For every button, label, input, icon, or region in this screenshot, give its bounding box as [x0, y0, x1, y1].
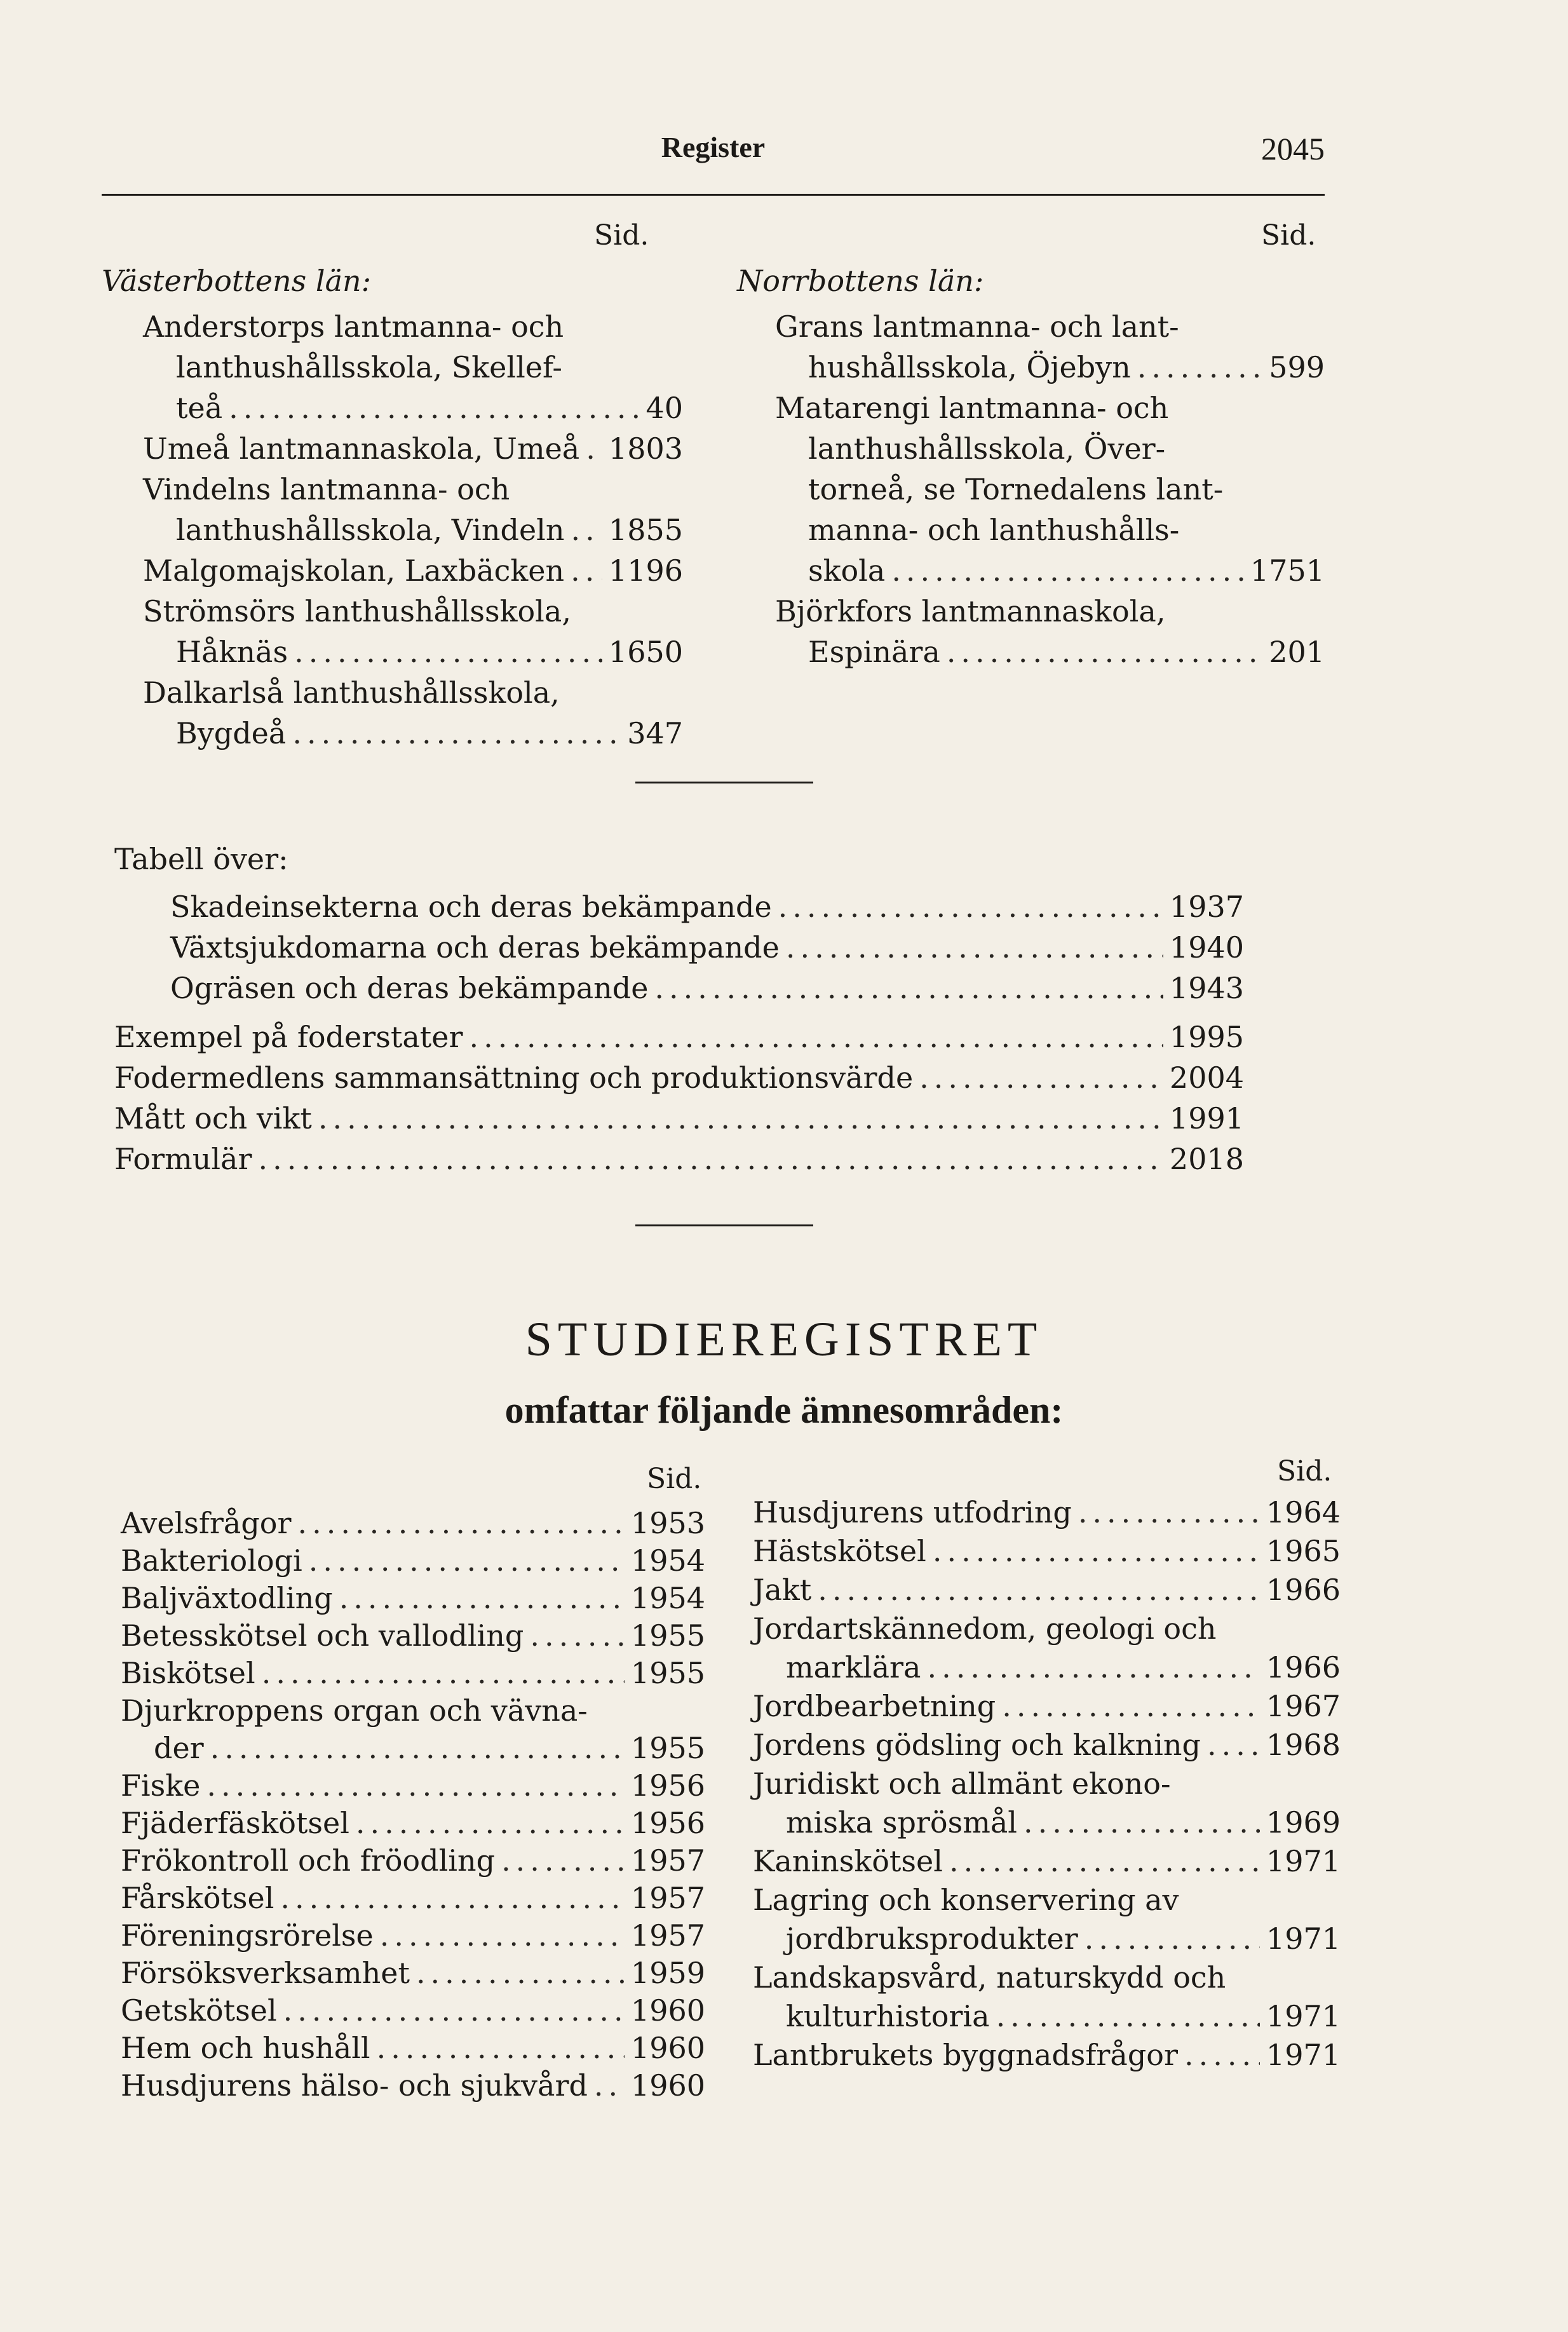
entry-row — [753, 1803, 1341, 1842]
entry-line: Juridiskt och allmänt ekono- — [753, 1766, 1171, 1801]
index-entry — [121, 2067, 705, 2105]
index-entry — [753, 1687, 1341, 1726]
index-entry — [121, 1505, 705, 1542]
entry-page-number: 347 — [627, 716, 683, 750]
entry-page-number: 1960 — [630, 1993, 705, 2028]
index-entry — [121, 1842, 705, 1880]
studieregistret-title: STUDIEREGISTRET — [525, 1313, 1043, 1366]
leader-dots — [949, 1842, 1260, 1881]
running-title: Register — [661, 131, 766, 163]
tabell-page-number: 1991 — [1169, 1101, 1244, 1135]
vasterbotten-list — [143, 306, 683, 754]
entry-text: Umeå lantmannaskola, Umeå — [143, 431, 580, 466]
leader-dots — [594, 2067, 625, 2105]
tabell-text: Mått och vikt — [114, 1101, 312, 1135]
index-entry — [143, 428, 683, 469]
entry-text: Föreningsrörelse — [121, 1918, 374, 1953]
entry-page-number: 1855 — [608, 513, 683, 547]
leader-dots — [1085, 1920, 1260, 1958]
tabell-row — [114, 1057, 1244, 1098]
entry-row — [121, 1730, 705, 1767]
leader-dots — [416, 1955, 625, 1992]
entry-text: Hem och hushåll — [121, 2031, 370, 2065]
entry-page-number: 1960 — [630, 2068, 705, 2103]
entry-row — [121, 1542, 705, 1580]
entry-line: lanthushållsskola, Skellef- — [176, 350, 562, 384]
leader-dots — [786, 927, 1163, 968]
index-entry — [121, 1805, 705, 1842]
entry-row — [753, 1997, 1341, 2036]
norrbotten-list — [775, 306, 1325, 672]
entry-text: Lantbrukets byggnadsfrågor — [753, 2038, 1178, 2072]
entry-text: hushållsskola, Öjebyn — [808, 350, 1131, 384]
tabell-text: Exempel på foderstater — [114, 1020, 463, 1054]
leader-dots — [996, 1997, 1260, 2036]
entry-page-number: 1969 — [1266, 1805, 1341, 1840]
leader-dots — [377, 2030, 625, 2067]
entry-page-number: 599 — [1269, 350, 1325, 384]
entry-line: Dalkarlså lanthushållsskola, — [143, 675, 560, 710]
entry-row — [143, 632, 683, 672]
entry-text: Håknäs — [176, 635, 288, 669]
entry-text: Espinära — [808, 635, 940, 669]
entry-row — [143, 550, 683, 591]
leader-dots — [292, 713, 621, 754]
index-entry — [753, 1842, 1341, 1881]
entry-page-number: 1965 — [1266, 1534, 1341, 1568]
leader-dots — [469, 1017, 1163, 1057]
leader-dots — [1184, 2036, 1260, 2075]
entry-line: Björkfors lantmannaskola, — [775, 594, 1166, 628]
entry-text: Fjäderfäskötsel — [121, 1806, 349, 1840]
leader-dots — [1078, 1493, 1260, 1532]
tabell-main-list — [114, 1017, 1244, 1179]
leader-dots — [530, 1617, 625, 1655]
entry-text: Hästskötsel — [753, 1534, 926, 1568]
entry-text: lanthushållsskola, Vindeln — [176, 513, 565, 547]
entry-row — [775, 347, 1325, 388]
entry-page-number: 1957 — [630, 1918, 705, 1953]
section-divider-1 — [635, 782, 813, 783]
entry-text: Jordbearbetning — [753, 1689, 996, 1723]
entry-row — [121, 1992, 705, 2030]
entry-row — [121, 1917, 705, 1955]
entry-page-number: 1971 — [1266, 1999, 1341, 2033]
entry-line: Vindelns lantmanna- och — [143, 472, 510, 506]
entry-page-number: 1650 — [608, 635, 683, 669]
entry-page-number: 1953 — [630, 1506, 705, 1540]
leader-dots — [1002, 1687, 1260, 1726]
entry-text: Fiske — [121, 1768, 201, 1803]
leader-dots — [318, 1098, 1163, 1139]
index-entry — [121, 1955, 705, 1992]
sid-label-studie-right: Sid. — [1277, 1455, 1332, 1488]
tabell-heading: Tabell över: — [114, 842, 288, 876]
tabell-page-number: 2004 — [1169, 1061, 1244, 1095]
entry-text: Getskötsel — [121, 1993, 277, 2028]
index-entry — [143, 306, 683, 428]
entry-text: Bygdeå — [176, 716, 287, 750]
index-entry — [121, 1880, 705, 1917]
leader-dots — [297, 1505, 624, 1542]
index-entry — [143, 469, 683, 550]
entry-row — [775, 550, 1325, 591]
entry-line: Djurkroppens organ och vävna- — [121, 1693, 588, 1728]
entry-page-number: 1971 — [1266, 1922, 1341, 1956]
entry-row — [121, 1767, 705, 1805]
tabell-row — [114, 1017, 1244, 1057]
entry-text: Jakt — [753, 1573, 812, 1607]
index-entry — [121, 1580, 705, 1617]
index-entry — [121, 1992, 705, 2030]
index-entry — [753, 1881, 1341, 1958]
entry-row — [753, 1648, 1341, 1687]
sid-label-right: Sid. — [1261, 219, 1316, 252]
header-rule — [102, 194, 1325, 196]
entry-line: torneå, se Tornedalens lant- — [808, 472, 1224, 506]
region-vasterbotten: Västerbottens län: — [102, 264, 372, 298]
index-entry — [775, 306, 1325, 388]
tabell-page-number: 1995 — [1169, 1020, 1244, 1054]
entry-text: kulturhistoria — [786, 1999, 990, 2033]
entry-page-number: 1964 — [1266, 1495, 1341, 1529]
entry-row — [121, 1505, 705, 1542]
entry-text: Betesskötsel och vallodling — [121, 1618, 524, 1653]
entry-row — [775, 632, 1325, 672]
entry-text: miska sprösmål — [786, 1805, 1017, 1840]
tabell-row — [114, 1098, 1244, 1139]
entry-line: Lagring och konservering av — [753, 1883, 1179, 1917]
entry-page-number: 1955 — [630, 1656, 705, 1690]
leader-dots — [229, 388, 639, 428]
leader-dots — [778, 886, 1163, 927]
index-entry — [121, 1655, 705, 1692]
entry-row — [143, 428, 683, 469]
entry-page-number: 1955 — [630, 1731, 705, 1765]
tabell-text: Formulär — [114, 1142, 252, 1176]
entry-row — [753, 1532, 1341, 1571]
index-entry — [143, 550, 683, 591]
entry-row — [121, 1842, 705, 1880]
index-entry — [753, 1571, 1341, 1610]
entry-page-number: 201 — [1269, 635, 1325, 669]
index-entry — [753, 1958, 1341, 2036]
entry-page-number: 1957 — [630, 1843, 705, 1878]
entry-row — [121, 1580, 705, 1617]
leader-dots — [280, 1880, 625, 1917]
index-entry — [143, 591, 683, 672]
index-entry — [753, 1532, 1341, 1571]
region-norrbotten: Norrbottens län: — [737, 264, 984, 298]
tabell-row — [170, 968, 1244, 1008]
entry-text: Husdjurens utfodring — [753, 1495, 1072, 1529]
entry-row — [753, 2036, 1341, 2075]
section-divider-2 — [635, 1224, 813, 1226]
entry-line: Grans lantmanna- och lant- — [775, 309, 1179, 344]
leader-dots — [919, 1057, 1163, 1098]
leader-dots — [1207, 1726, 1260, 1765]
leader-dots — [1024, 1803, 1260, 1842]
entry-text: Fårskötsel — [121, 1881, 274, 1915]
entry-row — [121, 2030, 705, 2067]
studie-left-list — [121, 1505, 705, 2105]
leader-dots — [206, 1767, 625, 1805]
tabell-page-number: 1937 — [1169, 890, 1244, 924]
leader-dots — [294, 632, 602, 672]
entry-page-number: 1971 — [1266, 2038, 1341, 2072]
entry-row — [121, 1880, 705, 1917]
page-header — [102, 130, 1325, 175]
entry-row — [753, 1493, 1341, 1532]
index-entry — [753, 1493, 1341, 1532]
entry-text: teå — [176, 391, 223, 425]
leader-dots — [933, 1532, 1260, 1571]
entry-text: Malgomajskolan, Laxbäcken — [143, 553, 565, 588]
entry-line: Landskapsvård, naturskydd och — [753, 1960, 1226, 1995]
sid-label-left: Sid. — [594, 219, 649, 252]
leader-dots — [571, 510, 602, 550]
studieregistret-subtitle: omfattar följande ämnesområden: — [504, 1389, 1064, 1431]
leader-dots — [309, 1542, 625, 1580]
leader-dots — [654, 968, 1163, 1008]
leader-dots — [501, 1842, 625, 1880]
entry-row — [753, 1920, 1341, 1958]
tabell-row — [170, 886, 1244, 927]
index-entry — [121, 1617, 705, 1655]
entry-page-number: 1955 — [630, 1618, 705, 1653]
studie-right-list — [753, 1493, 1341, 2075]
index-entry — [775, 591, 1325, 672]
index-entry — [121, 1692, 705, 1767]
index-entry — [753, 1765, 1341, 1842]
leader-dots — [258, 1139, 1163, 1179]
entry-page-number: 1971 — [1266, 1844, 1341, 1878]
entry-text: Husdjurens hälso- och sjukvård — [121, 2068, 588, 2103]
index-entry — [121, 1917, 705, 1955]
leader-dots — [210, 1730, 625, 1767]
entry-page-number: 1751 — [1250, 553, 1325, 588]
entry-row — [121, 2067, 705, 2105]
entry-text: Biskötsel — [121, 1656, 255, 1690]
index-entry — [753, 1610, 1341, 1687]
entry-page-number: 1954 — [630, 1543, 705, 1578]
index-entry — [121, 1767, 705, 1805]
entry-text: Avelsfrågor — [121, 1506, 292, 1540]
entry-line: manna- och lanthushålls- — [808, 513, 1180, 547]
tabell-page-number: 1943 — [1169, 971, 1244, 1005]
tabell-sub-list — [170, 886, 1244, 1008]
index-entry — [121, 2030, 705, 2067]
entry-row — [753, 1571, 1341, 1610]
entry-text: jordbruksprodukter — [786, 1922, 1078, 1956]
entry-page-number: 1968 — [1266, 1728, 1341, 1762]
entry-row — [753, 1687, 1341, 1726]
entry-line: Matarengi lantmanna- och — [775, 391, 1169, 425]
entry-text: Kaninskötsel — [753, 1844, 943, 1878]
index-entry — [121, 1542, 705, 1580]
leader-dots — [818, 1571, 1260, 1610]
entry-page-number: 1803 — [608, 431, 683, 466]
entry-page-number: 1966 — [1266, 1573, 1341, 1607]
leader-dots — [356, 1805, 625, 1842]
entry-page-number: 1959 — [630, 1956, 705, 1990]
leader-dots — [1137, 347, 1262, 388]
entry-text: Baljväxtodling — [121, 1581, 333, 1615]
entry-text: Bakteriologi — [121, 1543, 302, 1578]
index-entry — [753, 1726, 1341, 1765]
leader-dots — [927, 1648, 1259, 1687]
entry-row — [121, 1617, 705, 1655]
entry-page-number: 1967 — [1266, 1689, 1341, 1723]
page-number: 2045 — [1261, 131, 1325, 166]
entry-page-number: 40 — [645, 391, 683, 425]
tabell-text: Växtsjukdomarna och deras bekämpande — [170, 930, 780, 965]
entry-row — [121, 1955, 705, 1992]
entry-row — [753, 1842, 1341, 1881]
leader-dots — [571, 550, 602, 591]
tabell-page-number: 1940 — [1169, 930, 1244, 965]
leader-dots — [947, 632, 1262, 672]
leader-dots — [891, 550, 1244, 591]
entry-line: Strömsörs lanthushållsskola, — [143, 594, 571, 628]
entry-text: Försöksverksamhet — [121, 1956, 410, 1990]
tabell-text: Ogräsen och deras bekämpande — [170, 971, 649, 1005]
sid-label-studie-left: Sid. — [647, 1463, 702, 1495]
entry-page-number: 1957 — [630, 1881, 705, 1915]
entry-line: Anderstorps lantmanna- och — [143, 309, 564, 344]
entry-text: Frökontroll och fröodling — [121, 1843, 496, 1878]
entry-page-number: 1960 — [630, 2031, 705, 2065]
tabell-text: Skadeinsekterna och deras bekämpande — [170, 890, 772, 924]
entry-page-number: 1196 — [608, 553, 683, 588]
index-entry — [753, 2036, 1341, 2075]
entry-page-number: 1956 — [630, 1806, 705, 1840]
entry-row — [121, 1655, 705, 1692]
entry-text: der — [154, 1731, 204, 1765]
tabell-page-number: 2018 — [1169, 1142, 1244, 1176]
leader-dots — [380, 1917, 625, 1955]
entry-row — [753, 1726, 1341, 1765]
entry-page-number: 1966 — [1266, 1650, 1341, 1685]
leader-dots — [586, 428, 602, 469]
tabell-row — [170, 927, 1244, 968]
tabell-row — [114, 1139, 1244, 1179]
entry-row — [121, 1805, 705, 1842]
entry-text: skola — [808, 553, 886, 588]
leader-dots — [339, 1580, 625, 1617]
index-entry — [143, 672, 683, 754]
leader-dots — [283, 1992, 625, 2030]
entry-line: lanthushållsskola, Över- — [808, 431, 1166, 466]
entry-text: Jordens gödsling och kalkning — [753, 1728, 1201, 1762]
entry-page-number: 1956 — [630, 1768, 705, 1803]
entry-row — [143, 713, 683, 754]
entry-row — [143, 510, 683, 550]
entry-page-number: 1954 — [630, 1581, 705, 1615]
entry-line: Jordartskännedom, geologi och — [753, 1611, 1217, 1646]
entry-text: marklära — [786, 1650, 921, 1685]
leader-dots — [262, 1655, 625, 1692]
entry-row — [143, 388, 683, 428]
index-entry — [775, 388, 1325, 591]
tabell-text: Fodermedlens sammansättning och produktionsvärde — [114, 1061, 914, 1095]
